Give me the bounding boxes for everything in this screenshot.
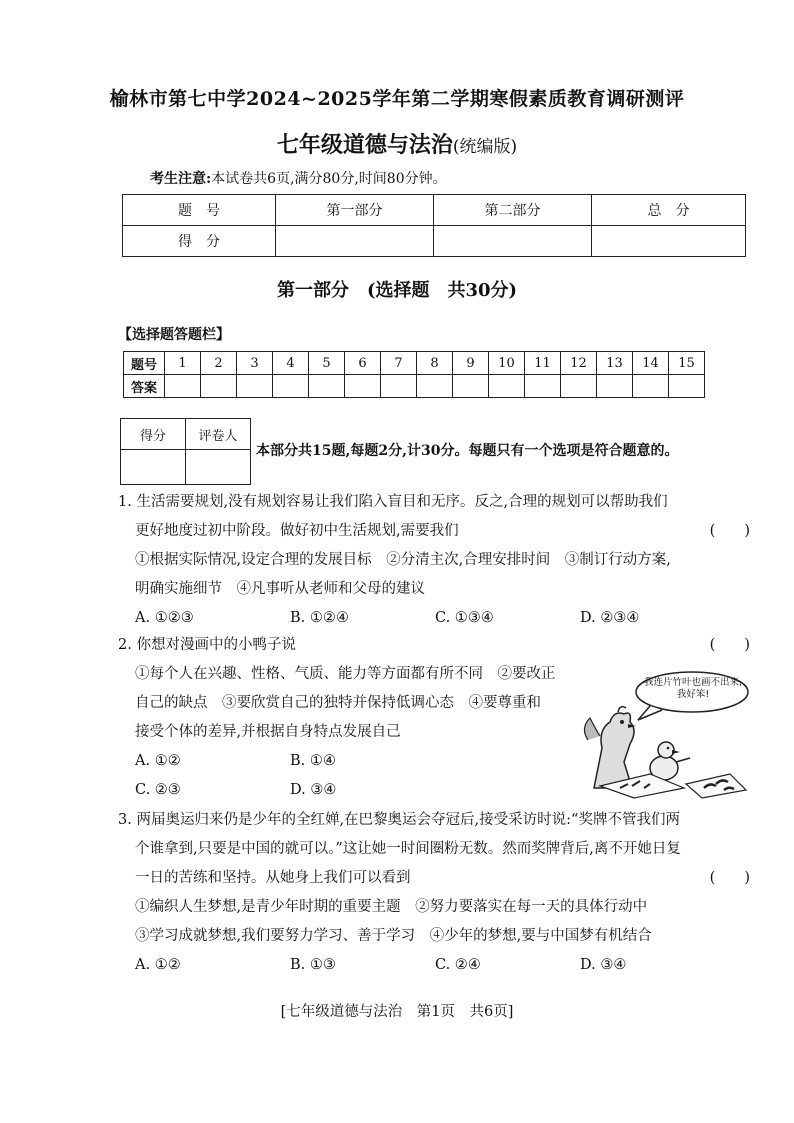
- part1-heading: 第一部分 (选择题 共30分): [276, 280, 518, 301]
- option-c[interactable]: C. ①③④: [435, 610, 494, 626]
- score-header-part1: 第一部分: [276, 195, 434, 226]
- answer-grid-number: 1: [165, 352, 201, 375]
- answer-grid-number: 2: [201, 352, 237, 375]
- option-c[interactable]: C. ②④: [435, 957, 481, 973]
- score-cell-part2[interactable]: [434, 226, 592, 257]
- exam-subtitle: [0, 128, 794, 159]
- question-1-line: 明确实施细节 ④凡事听从老师和父母的建议: [135, 581, 425, 597]
- question-3: [118, 806, 758, 980]
- score-header-part2: 第二部分: [434, 195, 592, 226]
- cartoon-speech-bubble: 我连片竹叶也画不出来,我好笨!: [643, 677, 743, 700]
- answer-grid-cell[interactable]: [345, 375, 381, 398]
- question-2-line: ①每个人在兴趣、性格、气质、能力等方面都有所不同 ②要改正: [135, 666, 556, 682]
- question-1-line: ①根据实际情况,设定合理的发展目标 ②分清主次,合理安排时间 ③制订行动方案,: [135, 552, 671, 568]
- question-3-line: 一日的苦练和坚持。从她身上我们可以看到 ( ): [118, 864, 758, 893]
- page-footer: [七年级道德与法治 第1页 共6页]: [280, 1004, 514, 1020]
- answer-grid-number: 6: [345, 352, 381, 375]
- question-3-line: ①编织人生梦想,是青少年时期的重要主题 ②努力要落实在每一天的具体行动中: [135, 899, 648, 915]
- option-c[interactable]: C. ②③: [135, 782, 181, 798]
- answer-bracket[interactable]: ( ): [709, 637, 750, 653]
- answer-grid-cell[interactable]: [669, 375, 705, 398]
- question-3-line: ③学习成就梦想,我们要努力学习、善于学习 ④少年的梦想,要与中国梦有机结合: [135, 928, 652, 944]
- score-header-question-no: 题 号: [123, 195, 276, 226]
- answer-grid-number: 14: [633, 352, 669, 375]
- answer-bar-label: 【选择题答题栏】: [118, 327, 230, 343]
- answer-grid-number: 10: [489, 352, 525, 375]
- answer-grid-cell[interactable]: [309, 375, 345, 398]
- exam-title: 榆林市第七中学2024~2025学年第二学期寒假素质教育调研测评: [109, 88, 685, 110]
- answer-grid-cell[interactable]: [453, 375, 489, 398]
- answer-grid-number: 13: [597, 352, 633, 375]
- option-d[interactable]: D. ③④: [290, 782, 337, 798]
- option-d[interactable]: D. ③④: [580, 957, 627, 973]
- answer-grid-cell[interactable]: [417, 375, 453, 398]
- answer-grid-cell[interactable]: [597, 375, 633, 398]
- subject-title: 七年级道德与法治: [276, 132, 453, 158]
- option-b[interactable]: B. ①④: [290, 753, 336, 769]
- answer-grid-cell[interactable]: [525, 375, 561, 398]
- answer-grid-number-label: 题号: [124, 352, 165, 375]
- notice-text: 本试卷共6页,满分80分,时间80分钟。: [211, 171, 447, 187]
- question-1-line: 更好地度过初中阶段。做好初中生活规划,需要我们 ( ): [118, 517, 758, 546]
- score-table: [122, 194, 746, 257]
- answer-grid-number: 5: [309, 352, 345, 375]
- answer-grid-cell[interactable]: [273, 375, 309, 398]
- question-3-line: 3. 两届奥运归来仍是少年的全红婵,在巴黎奥运会夺冠后,接受采访时说:“奖牌不管我们两: [118, 812, 680, 828]
- grader-score-header: 得分: [121, 419, 186, 450]
- question-1: [118, 488, 758, 633]
- question-1-options: [118, 604, 758, 633]
- duckling-cartoon: [580, 670, 750, 800]
- score-row-label: 得 分: [123, 226, 276, 257]
- answer-bracket[interactable]: ( ): [709, 870, 750, 886]
- notice-label: 考生注意:: [150, 171, 212, 187]
- question-2-line: 2. 你想对漫画中的小鸭子说 ( ): [118, 631, 758, 660]
- score-cell-total[interactable]: [592, 226, 746, 257]
- answer-grid-number: 8: [417, 352, 453, 375]
- answer-bracket[interactable]: ( ): [709, 523, 750, 539]
- answer-grid-cell[interactable]: [561, 375, 597, 398]
- answer-grid-cell[interactable]: [381, 375, 417, 398]
- option-a[interactable]: A. ①②③: [135, 610, 194, 626]
- option-b[interactable]: B. ①②④: [290, 610, 349, 626]
- answer-grid: [123, 351, 705, 398]
- answer-grid-cell[interactable]: [237, 375, 273, 398]
- answer-grid-number: 11: [525, 352, 561, 375]
- grader-name-cell[interactable]: [186, 450, 251, 485]
- grader-score-cell[interactable]: [121, 450, 186, 485]
- question-3-line: 个谁拿到,只要是中国的就可以。”这让她一时间圈粉无数。然而奖牌背后,离不开她日复: [135, 841, 681, 857]
- option-a[interactable]: A. ①②: [135, 957, 181, 973]
- answer-grid-cell[interactable]: [633, 375, 669, 398]
- option-d[interactable]: D. ②③④: [580, 610, 640, 626]
- question-2-line: 自己的缺点 ③要欣赏自己的独特并保持低调心态 ④要尊重和: [135, 695, 541, 711]
- part1-instructions: 本部分共15题,每题2分,计30分。每题只有一个选项是符合题意的。: [256, 443, 679, 459]
- answer-grid-answer-label: 答案: [124, 375, 165, 398]
- cartoon-drawing: [580, 670, 750, 800]
- answer-grid-number: 15: [669, 352, 705, 375]
- grader-box: [120, 418, 251, 485]
- question-1-line: 1. 生活需要规划,没有规划容易让我们陷入盲目和无序。反之,合理的规划可以帮助我们: [118, 494, 668, 510]
- edition-label: (统编版): [452, 137, 518, 157]
- answer-grid-cell[interactable]: [165, 375, 201, 398]
- question-3-options: [118, 951, 758, 980]
- answer-grid-number: 12: [561, 352, 597, 375]
- answer-grid-number: 9: [453, 352, 489, 375]
- score-cell-part1[interactable]: [276, 226, 434, 257]
- answer-grid-cell[interactable]: [489, 375, 525, 398]
- answer-grid-number: 3: [237, 352, 273, 375]
- score-header-total: 总 分: [592, 195, 746, 226]
- answer-grid-number: 4: [273, 352, 309, 375]
- option-b[interactable]: B. ①③: [290, 957, 336, 973]
- candidate-notice: [150, 168, 447, 188]
- question-2-line: 接受个体的差异,并根据自身特点发展自己: [135, 724, 401, 740]
- option-a[interactable]: A. ①②: [135, 753, 181, 769]
- grader-name-header: 评卷人: [186, 419, 251, 450]
- answer-grid-number: 7: [381, 352, 417, 375]
- answer-grid-cell[interactable]: [201, 375, 237, 398]
